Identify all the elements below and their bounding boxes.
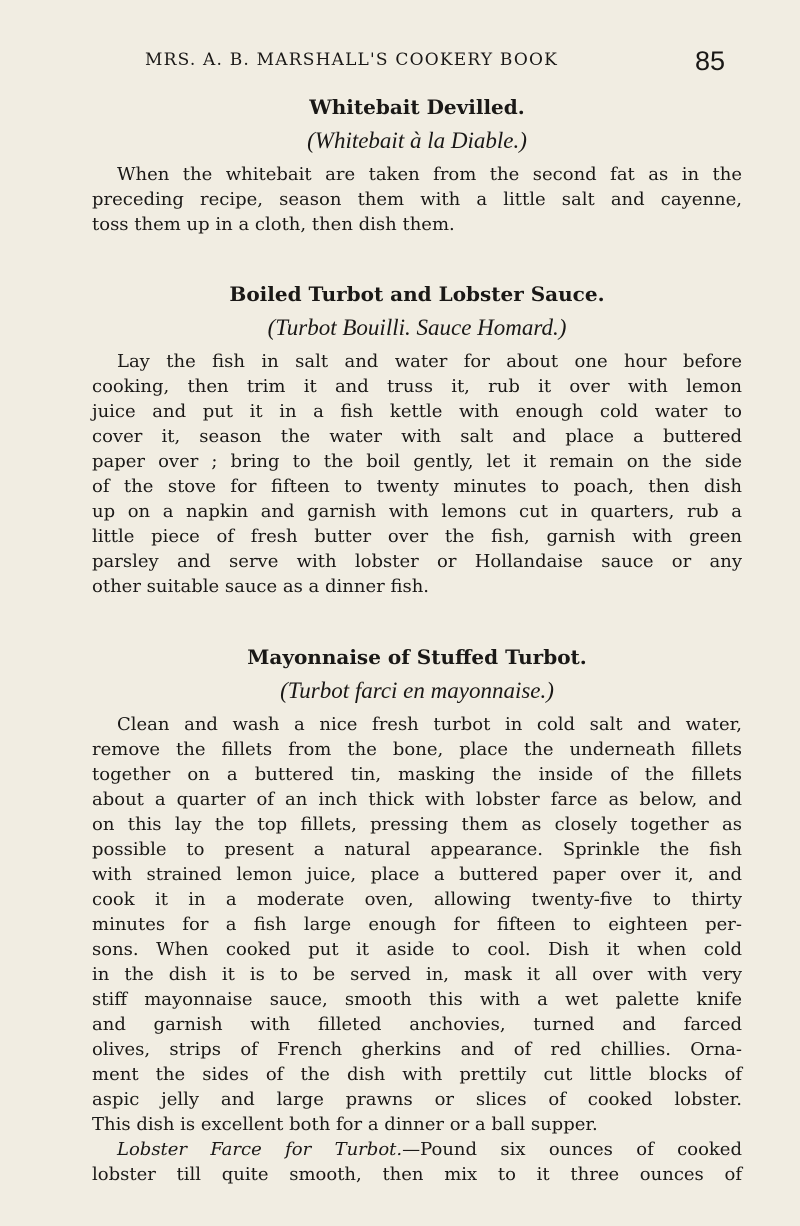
recipe-whitebait-devilled — [92, 93, 742, 237]
text-line: little piece of fresh butter over the fish, garnish with green — [92, 526, 742, 547]
text-line: together on a buttered tin, masking the inside of the fillets — [92, 764, 742, 785]
page-number: 85 — [694, 46, 725, 76]
text-line: paper over ; bring to the boil gently, let it remain on the side — [92, 451, 742, 472]
text-line: toss them up in a cloth, then dish them. — [92, 214, 455, 235]
running-head — [145, 46, 725, 80]
text-line: about a quarter of an inch thick with lobster farce as below, and — [92, 789, 742, 810]
text-line: on this lay the top fillets, pressing them as closely together as — [92, 814, 742, 835]
text-line: with strained lemon juice, place a buttered paper over it, and — [92, 864, 742, 885]
text-line: lobster till quite smooth, then mix to it three ounces of — [92, 1164, 742, 1185]
text-line: olives, strips of French gherkins and of red chillies. Orna- — [92, 1039, 742, 1060]
recipe-body — [92, 162, 742, 237]
text-line: preceding recipe, season them with a little salt and cayenne, — [92, 189, 742, 210]
recipe-mayonnaise-stuffed-turbot — [92, 643, 742, 1187]
recipe-subheading: (Whitebait à la Diable.) — [307, 128, 527, 153]
text-line: cook it in a moderate oven, allowing twenty-five to thirty — [92, 889, 742, 910]
text-line: This dish is excellent both for a dinner or a ball supper. — [92, 1114, 598, 1135]
text-line: remove the fillets from the bone, place the underneath fillets — [92, 739, 742, 760]
recipe-subheading: (Turbot Bouilli. Sauce Homard.) — [267, 315, 567, 340]
text-line: When the whitebait are taken from the second fat as in the — [117, 164, 742, 185]
recipe-body — [92, 349, 742, 599]
recipe-body — [92, 712, 742, 1187]
farce-line — [92, 1137, 742, 1162]
text-line: in the dish it is to be served in, mask it all over with very — [92, 964, 742, 985]
text-line: other suitable sauce as a dinner fish. — [92, 576, 430, 597]
text-line: ment the sides of the dish with prettily cut little blocks of — [92, 1064, 742, 1085]
text-line: juice and put it in a fish kettle with enough cold water to — [92, 401, 742, 422]
text-line: Lay the fish in salt and water for about one hour before — [117, 351, 742, 372]
text-line: and garnish with filleted anchovies, turned and farced — [92, 1014, 742, 1035]
text-line: of the stove for fifteen to twenty minutes to poach, then dish — [92, 476, 742, 497]
text-line: up on a napkin and garnish with lemons cut in quarters, rub a — [92, 501, 742, 522]
running-head-title: MRS. A. B. MARSHALL'S COOKERY BOOK — [145, 50, 559, 70]
recipe-heading: Boiled Turbot and Lobster Sauce. — [229, 282, 605, 306]
text-line: stiff mayonnaise sauce, smooth this with a wet palette knife — [92, 989, 742, 1010]
recipe-boiled-turbot — [92, 280, 742, 599]
text-line: cover it, season the water with salt and place a buttered — [92, 426, 742, 447]
text-line: Clean and wash a nice fresh turbot in cold salt and water, — [117, 714, 742, 735]
text-line: cooking, then trim it and truss it, rub it over with lemon — [92, 376, 742, 397]
text-line: aspic jelly and large prawns or slices of cooked lobster. — [92, 1089, 742, 1110]
farce-label: Lobster Farce for Turbot. — [117, 1139, 403, 1160]
text-line: possible to present a natural appearance. Sprinkle the fish — [92, 839, 742, 860]
text-line: sons. When cooked put it aside to cool. Dish it when cold — [92, 939, 742, 960]
text-line: minutes for a fish large enough for fifteen to eighteen per- — [92, 914, 742, 935]
recipe-heading: Whitebait Devilled. — [309, 95, 525, 119]
text-line: parsley and serve with lobster or Hollandaise sauce or any — [92, 551, 742, 572]
recipe-heading: Mayonnaise of Stuffed Turbot. — [247, 645, 587, 669]
farce-text: —Pound six ounces of cooked — [402, 1139, 742, 1160]
recipe-subheading: (Turbot farci en mayonnaise.) — [280, 678, 554, 703]
